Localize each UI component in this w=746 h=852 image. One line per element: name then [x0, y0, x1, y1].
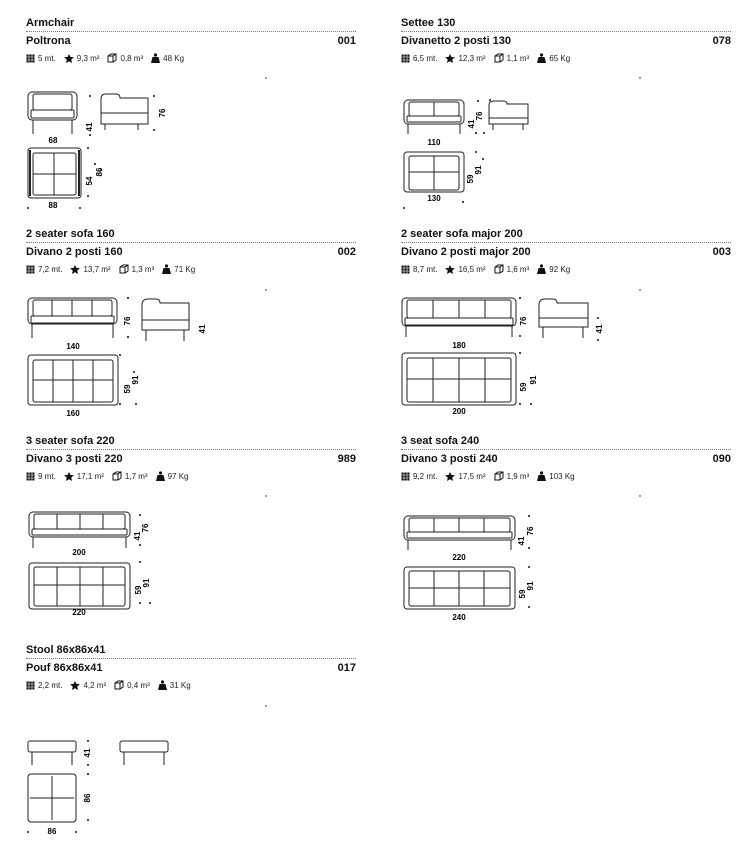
dim-front-height: 41 — [517, 536, 526, 546]
dim-top-width: 88 — [48, 201, 58, 210]
product-name-en: 3 seater sofa 220 — [26, 435, 115, 447]
dim-front-width: 68 — [48, 136, 58, 145]
dim-front-height: 41 — [467, 119, 476, 129]
spec-leather: 12,3 m² — [458, 53, 486, 63]
dim-top-width: 240 — [452, 613, 466, 622]
product-code: 001 — [337, 35, 356, 47]
spec-fabric: 5 mt. — [38, 53, 56, 63]
dim-side-height: 41 — [595, 324, 604, 334]
spec-weight: 65 Kg — [549, 53, 571, 63]
dim-top-depth: 91 — [529, 375, 538, 385]
spec-volume: 1,1 m³ — [506, 53, 530, 63]
spec-leather: 16,5 m² — [458, 264, 486, 274]
spec-volume: 0,4 m³ — [127, 680, 150, 690]
dim-top-width: 200 — [452, 407, 466, 416]
product-name-en: Armchair — [26, 17, 75, 29]
spec-volume: 1,9 m³ — [506, 471, 530, 481]
dim-top-width: 220 — [72, 608, 86, 617]
spec-fabric: 8,7 mt. — [413, 264, 438, 274]
dim-top-width: 130 — [427, 194, 441, 203]
dim-top-depth: 91 — [474, 165, 483, 175]
dim-front-height: 41 — [83, 748, 92, 758]
product-name-it: Pouf 86x86x41 — [26, 662, 103, 674]
product-name-en: 3 seat sofa 240 — [401, 435, 480, 447]
dim-top-seat: 59 — [123, 384, 132, 394]
dim-top-seat: 59 — [466, 174, 475, 184]
dim-top-depth: 86 — [95, 167, 104, 177]
spec-fabric: 6,5 mt. — [413, 53, 438, 63]
dim-front-height: 41 — [133, 531, 142, 541]
product-code: 002 — [337, 246, 356, 258]
dim-front-width: 110 — [427, 138, 441, 147]
spec-weight: 97 Kg — [167, 471, 189, 481]
spec-leather: 4,2 m² — [83, 680, 107, 690]
spec-fabric: 9 mt. — [38, 471, 56, 481]
dim-front-width: 200 — [72, 548, 86, 557]
dim-side-height: 76 — [158, 108, 167, 118]
dim-top-seat: 59 — [518, 589, 527, 599]
product-name-en: 2 seater sofa major 200 — [401, 228, 523, 240]
spec-volume: 1,7 m³ — [124, 471, 148, 481]
spec-fabric: 7,2 mt. — [38, 264, 63, 274]
dim-top-seat: 54 — [85, 176, 94, 186]
product-code: 989 — [337, 453, 356, 465]
dim-side-height: 76 — [475, 111, 484, 121]
spec-weight: 71 Kg — [174, 264, 196, 274]
dim-top-width: 86 — [47, 827, 57, 836]
dim-top-depth: 91 — [142, 578, 151, 588]
dim-side-height: 76 — [526, 526, 535, 536]
spec-weight: 92 Kg — [549, 264, 571, 274]
product-name-it: Divano 2 posti 160 — [26, 246, 123, 258]
spec-weight: 48 Kg — [163, 53, 185, 63]
spec-fabric: 9,2 mt. — [413, 471, 438, 481]
dim-top-seat: 59 — [519, 382, 528, 392]
dim-front-width: 140 — [66, 342, 80, 351]
dim-top-depth: 86 — [83, 793, 92, 803]
product-code: 078 — [712, 35, 731, 47]
spec-volume: 1,3 m³ — [131, 264, 155, 274]
dim-front-height: 41 — [85, 122, 94, 132]
dim-top-depth: 91 — [131, 375, 140, 385]
dim-front-width: 220 — [452, 553, 466, 562]
product-name-en: 2 seater sofa 160 — [26, 228, 115, 240]
spec-leather: 17,1 m² — [76, 471, 104, 481]
product-name-it: Divano 3 posti 240 — [401, 453, 498, 465]
spec-leather: 13,7 m² — [83, 264, 111, 274]
spec-volume: 0,8 m³ — [120, 53, 144, 63]
spec-weight: 31 Kg — [169, 680, 191, 690]
product-code: 017 — [337, 662, 356, 674]
dim-side-height: 76 — [141, 523, 150, 533]
product-code: 003 — [712, 246, 731, 258]
dim-front-height: 76 — [123, 316, 132, 326]
dim-top-depth: 91 — [526, 581, 535, 591]
product-name-en: Settee 130 — [401, 17, 456, 29]
dim-top-seat: 59 — [134, 585, 143, 595]
dim-top-width: 160 — [66, 409, 80, 418]
spec-leather: 17,5 m² — [458, 471, 486, 481]
product-code: 090 — [712, 453, 731, 465]
dim-side-height: 41 — [198, 324, 207, 334]
product-name-it: Poltrona — [26, 35, 71, 47]
spec-leather: 9,3 m² — [76, 53, 100, 63]
product-name-it: Divano 3 posti 220 — [26, 453, 123, 465]
dim-front-height: 76 — [519, 316, 528, 326]
spec-weight: 103 Kg — [549, 471, 575, 481]
product-name-en: Stool 86x86x41 — [26, 644, 106, 656]
spec-fabric: 2,2 mt. — [38, 680, 63, 690]
product-name-it: Divanetto 2 posti 130 — [401, 35, 512, 47]
spec-volume: 1,6 m³ — [506, 264, 530, 274]
dim-front-width: 180 — [452, 341, 466, 350]
product-name-it: Divano 2 posti major 200 — [401, 246, 531, 258]
